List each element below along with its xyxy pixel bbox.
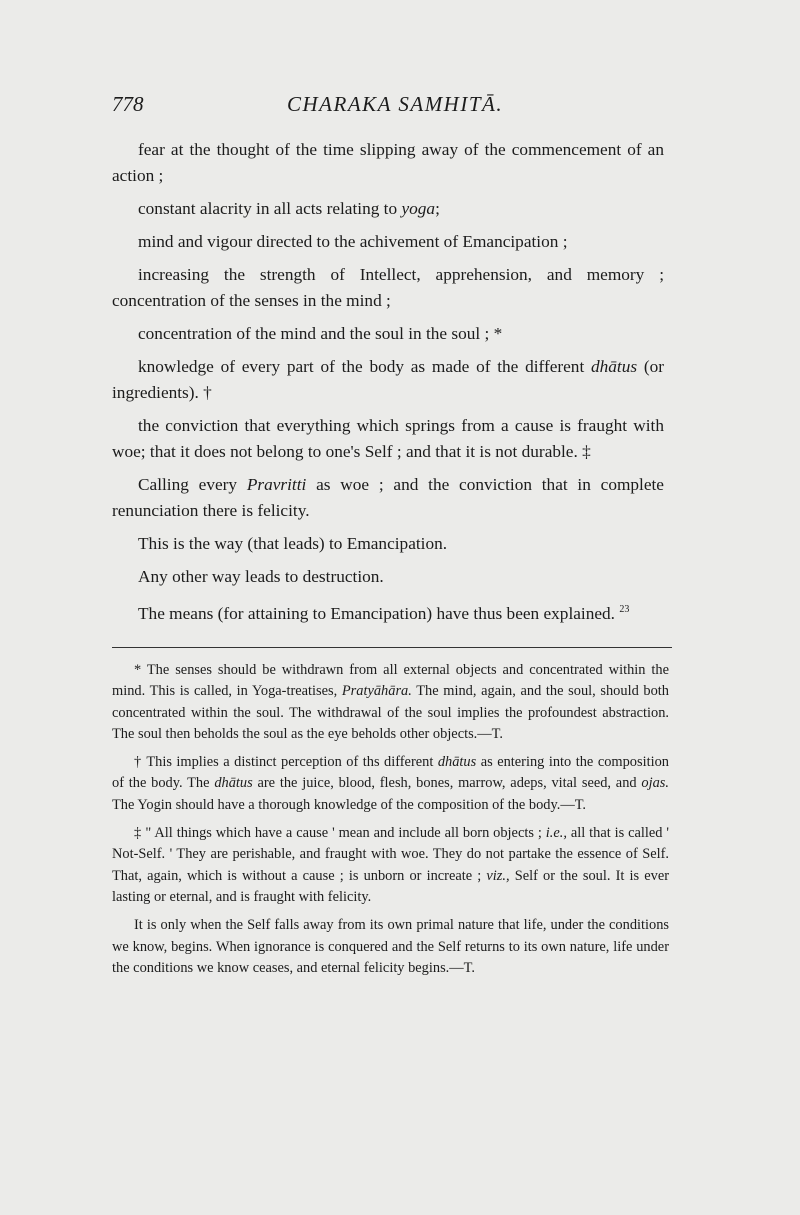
paragraph: This is the way (that leads) to Emancipation. (138, 534, 448, 553)
paragraph: concentration of the mind and the soul in the soul ; * (138, 324, 503, 343)
paragraph: Any other way leads to destruction. (138, 567, 384, 586)
footnote-divider (112, 647, 672, 648)
paragraph: knowledge of every part of the body as made of the different dhātus (or ingredients). † (112, 357, 664, 402)
paragraph: The means (for attaining to Emancipation) have thus been explained. $^{23}$ (138, 603, 630, 623)
main-text (112, 137, 664, 634)
footnote: ‡ " All things which have a cause ' mean and include all born objects ; i.e., all that is called ' Not-Self. ' They are perishable, and fraught with woe. They do not partake the essence of Self. That, again, which is without a cause ; is unborn or increate ; viz., Self or the soul. It is ever lasting or eternal, and is fraught with felicity. (112, 825, 669, 905)
paragraph: increasing the strength of Intellect, apprehension, and memory ; concentration of the senses in the mind ; (112, 265, 664, 310)
footnote: It is only when the Self falls away from its own primal nature that life, under the conditions we know, begins. When ignorance is conquered and the Self returns to its own nature, life under the conditions we know ceases, and eternal felicity begins.—T. (112, 917, 669, 976)
page-header (112, 92, 668, 122)
paragraph: fear at the thought of the time slipping away of the commencement of an action ; (112, 140, 664, 185)
footnote: * The senses should be withdrawn from all external objects and concentrated within the mind. This is called, in Yoga-treatises, Pratyāhāra. The mind, again, and the soul, should both concentrated within the soul. The withdrawal of the soul implies the profoundest abstraction. The soul then beholds the soul as the eye beholds other objects.—T. (112, 662, 669, 742)
footnotes (112, 660, 669, 986)
paragraph: Calling every Pravritti as woe ; and the conviction that in complete renunciation there is felicity. (112, 475, 664, 520)
paragraph: mind and vigour directed to the achivement of Emancipation ; (138, 232, 568, 251)
paragraph: constant alacrity in all acts relating to yoga; (138, 199, 440, 218)
running-title: CHARAKA SAMHITĀ. (287, 92, 504, 116)
paragraph: the conviction that everything which springs from a cause is fraught with woe; that it does not belong to one's Self ; and that it is not durable. ‡ (112, 416, 664, 461)
page-number: 778 (112, 92, 144, 116)
footnote: † This implies a distinct perception of ths different dhātus as entering into the composition of the body. The dhātus are the juice, blood, flesh, bones, marrow, adeps, vital seed, and ojas. The Yogin should have a thorough knowledge of the composition of the body.—T. (112, 754, 669, 813)
verse-reference: 23 (619, 604, 630, 615)
